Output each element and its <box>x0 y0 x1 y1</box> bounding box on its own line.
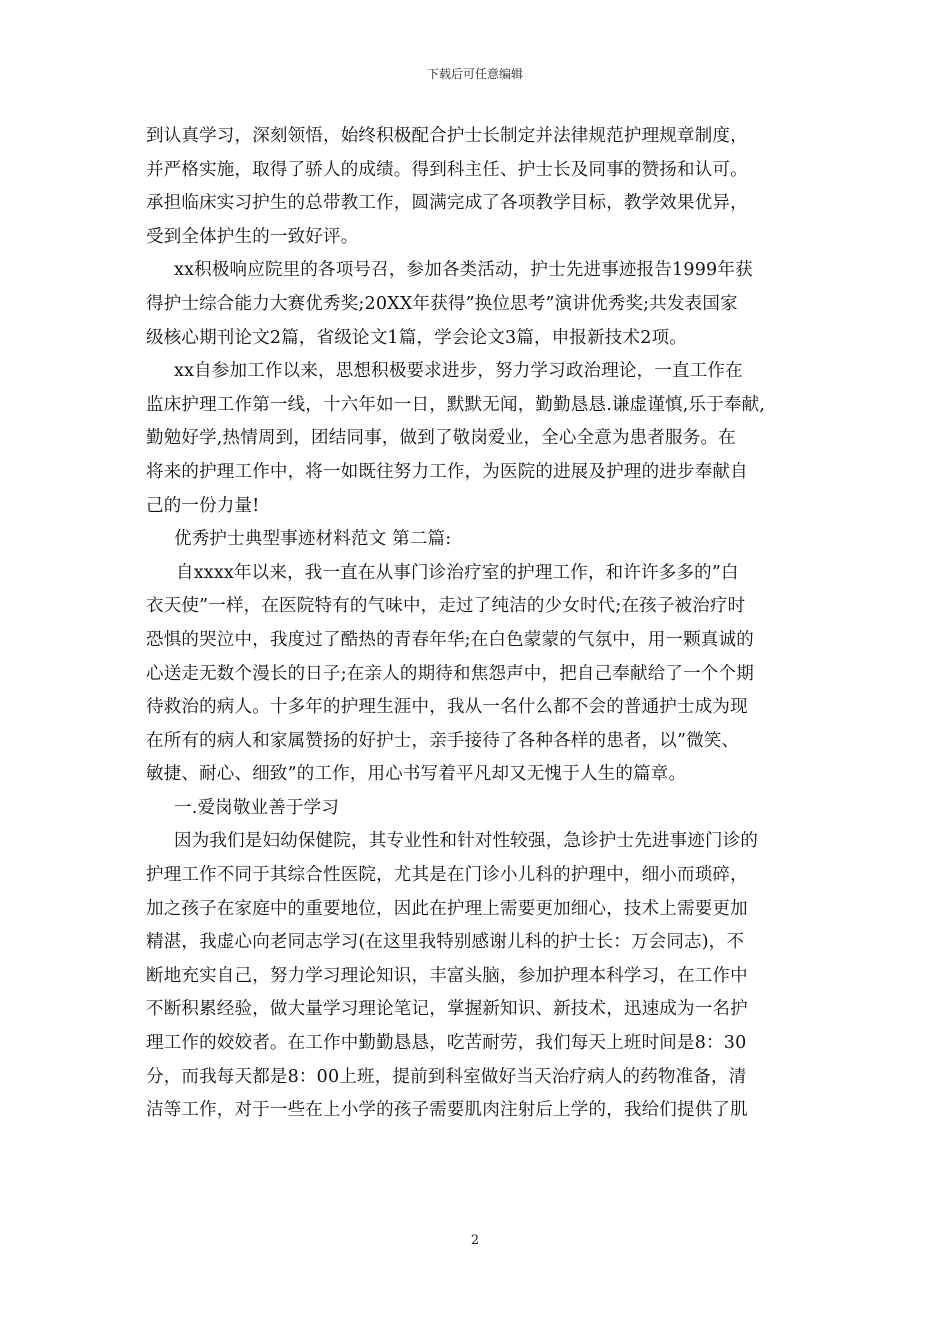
text-line: 因为我们是妇幼保健院，其专业性和针对性较强，急诊护士先进事迹门诊的 <box>174 831 759 852</box>
text-line: 洁等工作，对于一些在上小学的孩子需要肌肉注射后上学的，我给们提供了肌 <box>146 1100 748 1121</box>
text-line: 勤勉好学,热情周到，团结同事，做到了敬岗爱业，全心全意为患者服务。在 <box>146 428 736 449</box>
text-line: 衣天使”一样，在医院特有的气味中，走过了纯洁的少女时代;在孩子被治疗时 <box>146 596 746 617</box>
text-line: 理工作的姣姣者。在工作中勤勤恳恳，吃苦耐劳，我们每天上班时间是8：30 <box>146 1033 747 1054</box>
text-line: 得护士综合能力大赛优秀奖;20XX年获得”换位思考”演讲优秀奖;共发表国家 <box>146 293 738 314</box>
text-line: xx自参加工作以来，思想积极要求进步，努力学习政治理论，一直工作在 <box>174 361 743 382</box>
text-line: 心送走无数个漫长的日子;在亲人的期待和焦怨声中，把自己奉献给了一个个期 <box>146 663 754 684</box>
text-line: 承担临床实习护生的总带教工作，圆满完成了各项教学目标，教学效果优异， <box>146 193 748 214</box>
text-line: 监床护理工作第一线，十六年如一日，默默无闻，勤勤恳恳.谦虚谨慎,乐于奉献, <box>146 394 766 415</box>
text-line: 加之孩子在家庭中的重要地位，因此在护理上需要更加细心，技术上需要更加 <box>146 898 748 919</box>
text-line: 不断积累经验，做大量学习理论笔记，掌握新知识、新技术，迅速成为一名护 <box>146 999 748 1020</box>
text-line: 恐惧的哭泣中，我度过了酷热的青春年华;在白色蒙蒙的气氛中，用一颗真诚的 <box>146 629 754 650</box>
text-line: 护理工作不同于其综合性医院，尤其是在门诊小儿科的护理中，细小而琐碎， <box>146 865 748 886</box>
text-line: 断地充实自己，努力学习理论知识，丰富头脑，参加护理本科学习，在工作中 <box>146 965 748 986</box>
text-line: 待救治的病人。十多年的护理生涯中，我从一名什么都不会的普通护士成为现 <box>146 697 748 718</box>
text-line: 级核心期刊论文2篇，省级论文1篇，学会论文3篇，申报新技术2项。 <box>146 327 687 348</box>
text-line: xx积极响应院里的各项号召，参加各类活动，护士先进事迹报告1999年获 <box>174 260 753 281</box>
text-line: 自xxxx年以来，我一直在从事门诊治疗室的护理工作，和许许多多的”白 <box>176 562 739 583</box>
text-line: 到认真学习，深刻领悟，始终积极配合护士长制定并法律规范护理规章制度， <box>146 126 748 146</box>
text-line: 优秀护士典型事迹材料范文 第二篇: <box>174 529 452 550</box>
page-number: 2 <box>470 1233 480 1248</box>
document-body <box>146 120 810 1128</box>
text-line: 精湛，我虚心向老同志学习(在这里我特别感谢儿科的护士长：万会同志)，不 <box>146 932 745 953</box>
text-line: 并严格实施，取得了骄人的成绩。得到科主任、护士长及同事的赞扬和认可。 <box>146 159 748 180</box>
text-line: 一.爱岗敬业善于学习 <box>174 797 340 818</box>
page-header-note: 下载后可任意编辑 <box>426 67 523 81</box>
text-line: 敏捷、耐心、细致”的工作，用心书写着平凡却又无愧于人生的篇章。 <box>146 764 687 785</box>
text-line: 将来的护理工作中，将一如既往努力工作，为医院的进展及护理的进步奉献自 <box>146 461 748 482</box>
text-line: 分，而我每天都是8：00上班，提前到科室做好当天治疗病人的药物准备，清 <box>146 1066 747 1087</box>
text-line: 受到全体护生的一致好评。 <box>146 226 359 247</box>
text-line: 己的一份力量! <box>146 495 260 516</box>
text-line: 在所有的病人和家属赞扬的好护士，亲手接待了各种各样的患者，以”微笑、 <box>146 730 740 751</box>
